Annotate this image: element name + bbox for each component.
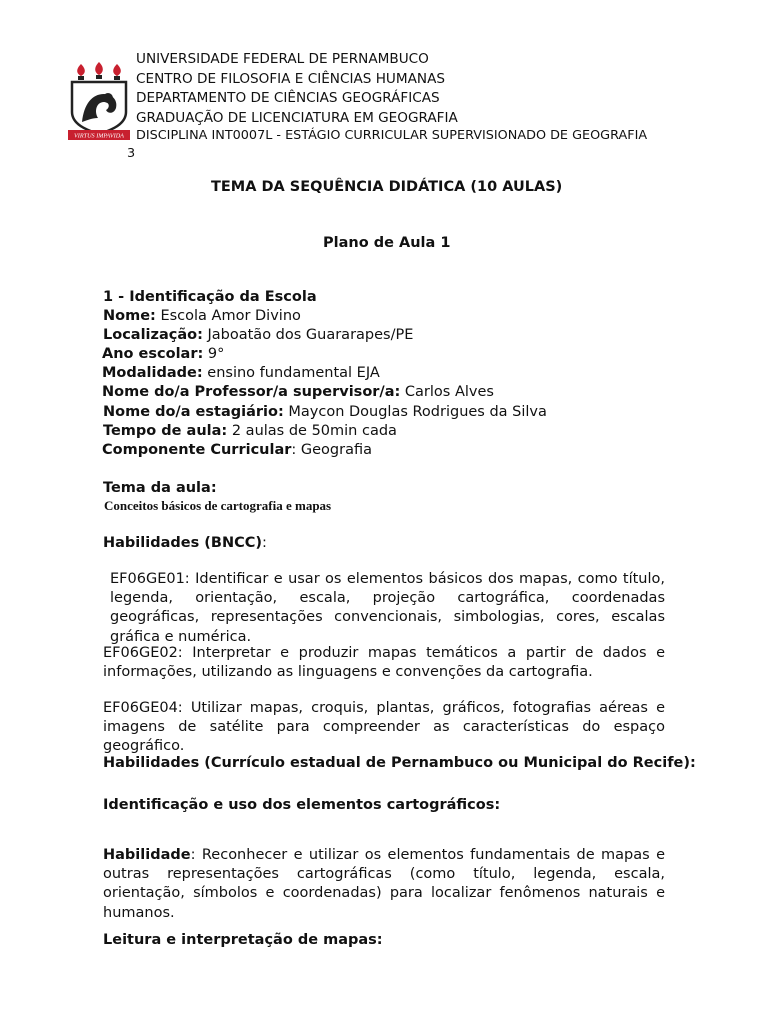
curriculo-heading: Habilidades (Currículo estadual de Pernambuco ou Municipal do Recife): [103, 755, 696, 771]
field-tempo-aula [103, 423, 397, 439]
habilidade-label: Habilidade [103, 847, 191, 863]
field-label: Modalidade: [102, 365, 203, 381]
bncc-heading-suffix: : [262, 535, 267, 551]
field-localizacao [103, 327, 413, 343]
bncc-heading-text: Habilidades (BNCC) [103, 535, 262, 551]
tema-aula-label: Tema da aula: [103, 480, 217, 496]
field-label: Tempo de aula: [103, 423, 228, 439]
field-label: Componente Curricular [102, 442, 292, 458]
field-nome [103, 308, 301, 324]
field-estagiario [103, 404, 547, 420]
field-label: Ano escolar: [102, 346, 204, 362]
field-label: Nome do/a Professor/a supervisor/a: [102, 384, 401, 400]
field-value: Maycon Douglas Rodrigues da Silva [283, 404, 547, 420]
plano-title: Plano de Aula 1 [323, 235, 451, 251]
tema-aula-value: Conceitos básicos de cartografia e mapas [104, 498, 332, 513]
habilidade-paragraph [103, 846, 665, 923]
bncc-heading [103, 535, 267, 551]
field-label: Localização: [103, 327, 203, 343]
bncc-item-ef06ge02: EF06GE02: Interpretar e produzir mapas temáticos a partir de dados e informações, utilizando as linguagens e convenções da cartografia. [103, 645, 665, 681]
logo-motto: VIRTUS IMPAVIDA [74, 132, 124, 140]
habilidade-text: : Reconhecer e utilizar os elementos fundamentais de mapas e outras representações cartográficas (como título, legenda, escala, orientação, símbolos e coordenadas) para localizar fenômenos naturais e humanos. [103, 847, 665, 921]
header-line-graduacao: GRADUAÇÃO DE LICENCIATURA EM GEOGRAFIA [136, 109, 458, 126]
tema-title: TEMA DA SEQUÊNCIA DIDÁTICA (10 AULAS) [211, 179, 563, 195]
leitura-heading: Leitura e interpretação de mapas: [103, 932, 383, 948]
field-value: 2 aulas de 50min cada [227, 423, 397, 439]
field-value: Jaboatão dos Guararapes/PE [202, 327, 414, 343]
field-value: 9° [203, 346, 225, 362]
field-value: Escola Amor Divino [155, 308, 301, 324]
header-line-university: UNIVERSIDADE FEDERAL DE PERNAMBUCO [136, 51, 429, 67]
field-componente [102, 442, 372, 458]
field-value: Carlos Alves [400, 384, 494, 400]
shield-icon [72, 82, 126, 134]
bncc-item-ef06ge04: EF06GE04: Utilizar mapas, croquis, plantas, gráficos, fotografias aéreas e imagens de satélite para compreender as características do espaço geográfico. [103, 700, 665, 755]
field-modalidade [102, 365, 380, 381]
university-logo [68, 60, 130, 146]
field-value: ensino fundamental EJA [202, 365, 380, 381]
header-disciplina: DISCIPLINA INT0007L - ESTÁGIO CURRICULAR SUPERVISIONADO DE GEOGRAFIA [136, 128, 648, 143]
bncc-item-ef06ge01: EF06GE01: Identificar e usar os elementos básicos dos mapas, como título, legenda, orientação, escala, projeção cartográfica, coordenadas geográficas, representações convencionais, simbologias, cores, escalas gráfica e numérica. [110, 571, 665, 645]
field-label: Nome do/a estagiário: [103, 404, 284, 420]
header-line-centro: CENTRO DE FILOSOFIA E CIÊNCIAS HUMANAS [136, 70, 446, 87]
field-ano-escolar [102, 346, 224, 362]
header-disciplina-cont: 3 [127, 146, 136, 161]
header-line-departamento: DEPARTAMENTO DE CIÊNCIAS GEOGRÁFICAS [136, 90, 440, 106]
field-professor [102, 384, 494, 400]
field-label: Nome: [103, 308, 156, 324]
identificacao-heading: 1 - Identificação da Escola [103, 289, 317, 305]
flame-icon [77, 62, 121, 76]
field-value: : Geografia [291, 442, 372, 458]
identificacao-uso-heading: Identificação e uso dos elementos cartográficos: [103, 797, 501, 813]
